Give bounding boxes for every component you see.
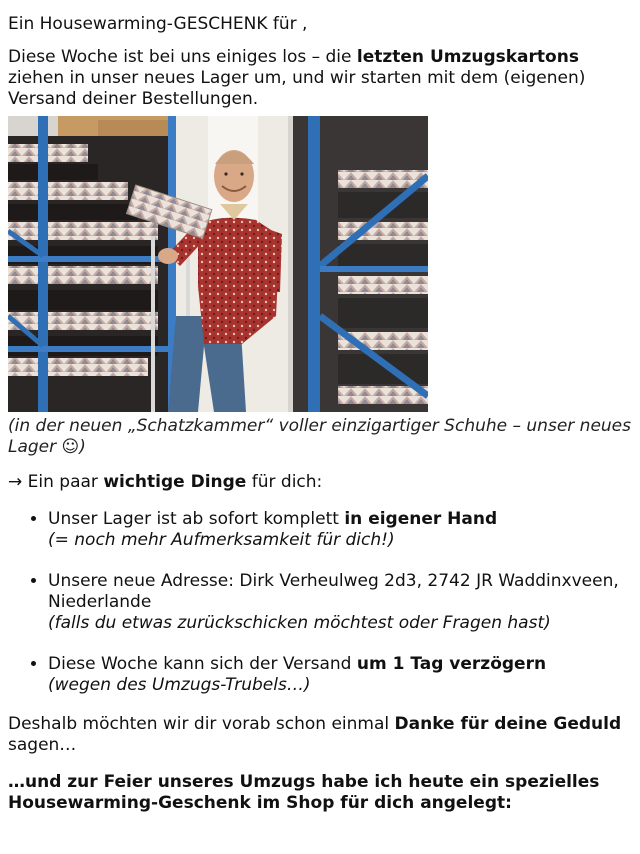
list-item-text: Unsere neue Adresse: Dirk Verheulweg 2d3, 2742 JR Waddinxveen, Niederlande bbox=[48, 571, 619, 612]
list-intro bbox=[8, 472, 632, 493]
list-item bbox=[48, 509, 632, 551]
gift-announcement: …und zur Feier unseres Umzugs habe ich heute ein spezielles Housewarming-Geschenk im Shop für dich angelegt: bbox=[8, 772, 600, 813]
list-item bbox=[48, 654, 632, 696]
list-item-note: (wegen des Umzugs-Trubels…) bbox=[48, 675, 311, 695]
list-intro-rest: für dich: bbox=[246, 472, 323, 492]
list-intro-bold: wichtige Dinge bbox=[103, 472, 247, 492]
intro-text: Diese Woche ist bei uns einiges los – die bbox=[8, 47, 357, 67]
thanks-text-end: sagen… bbox=[8, 735, 77, 755]
list-item-bold: um 1 Tag verzögern bbox=[356, 654, 547, 674]
intro-paragraph bbox=[8, 47, 632, 110]
list-item-text: Diese Woche kann sich der Versand bbox=[48, 654, 357, 674]
greeting: Ein Housewarming-GESCHENK für , bbox=[8, 14, 308, 34]
info-list bbox=[8, 509, 632, 696]
list-item-bold: in eigener Hand bbox=[344, 509, 498, 529]
photo-caption: (in der neuen „Schatzkammer“ voller einzigartiger Schuhe – unser neues Lager ☺) bbox=[8, 416, 631, 457]
list-item-note: (falls du etwas zurückschicken möchtest oder Fragen hast) bbox=[48, 613, 551, 633]
thanks-text: Deshalb möchten wir dir vorab schon einmal bbox=[8, 714, 395, 734]
warehouse-photo bbox=[8, 116, 428, 412]
intro-text-end: ziehen in unser neues Lager um, und wir starten mit dem (eigenen) Versand deiner Bestellungen. bbox=[8, 68, 586, 109]
list-intro-arrow: → Ein paar bbox=[8, 472, 104, 492]
list-item-note: (= noch mehr Aufmerksamkeit für dich!) bbox=[48, 530, 395, 550]
list-item bbox=[48, 571, 632, 634]
intro-bold: letzten Umzugskartons bbox=[356, 47, 579, 67]
list-item-text: Unser Lager ist ab sofort komplett bbox=[48, 509, 345, 529]
thanks-bold: Danke für deine Geduld bbox=[394, 714, 622, 734]
thanks-paragraph bbox=[8, 714, 632, 756]
